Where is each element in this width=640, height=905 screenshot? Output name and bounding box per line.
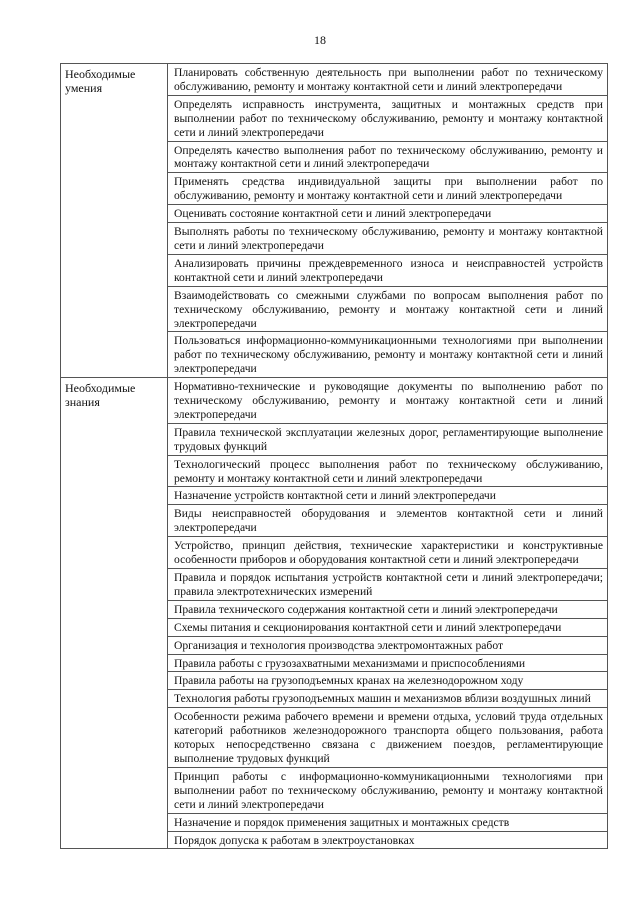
page-number: 18 bbox=[314, 33, 326, 47]
list-item: Правила работы с грузозахватными механизмами и приспособлениями bbox=[168, 654, 607, 672]
list-item: Технологический процесс выполнения работ по техническому обслуживанию, ремонту и монтажу контактной сети и линий электропередачи bbox=[168, 455, 607, 487]
list-item: Применять средства индивидуальной защиты при выполнении работ по обслуживанию, ремонту и монтажу контактной сети и линий электропередачи bbox=[168, 172, 607, 204]
list-item: Оценивать состояние контактной сети и линий электропередачи bbox=[168, 204, 607, 222]
list-item: Правила работы на грузоподъемных кранах на железнодорожном ходу bbox=[168, 671, 607, 689]
list-item: Выполнять работы по техническому обслуживанию, ремонту и монтажу контактной сети и линий электропередачи bbox=[168, 222, 607, 254]
list-item: Назначение устройств контактной сети и линий электропередачи bbox=[168, 486, 607, 504]
list-item: Схемы питания и секционирования контактной сети и линий электропередачи bbox=[168, 618, 607, 636]
table-row-skills bbox=[61, 64, 608, 378]
list-item: Особенности режима рабочего времени и времени отдыха, условий труда отдельных категорий работников железнодорожного транспорта общего пользования, работа которых непосредственно связана с движением поездов, регламентирующие выполнение трудовых функций bbox=[168, 707, 607, 767]
knowledge-list bbox=[168, 378, 608, 849]
list-item: Нормативно-технические и руководящие документы по выполнению работ по техническому обслуживанию, ремонту и монтажу контактной сети и линий электропередачи bbox=[174, 380, 603, 421]
list-item: Взаимодействовать со смежными службами по вопросам выполнения работ по техническому обслуживанию, ремонту и монтажу контактной сети и линий электропередачи bbox=[168, 286, 607, 332]
list-item: Порядок допуска к работам в электроустановках bbox=[168, 831, 607, 849]
requirements-table bbox=[60, 63, 608, 849]
list-item: Виды неисправностей оборудования и элементов контактной сети и линий электропередачи bbox=[168, 504, 607, 536]
list-item: Назначение и порядок применения защитных и монтажных средств bbox=[168, 813, 607, 831]
list-item: Правила технического содержания контактной сети и линий электропередачи bbox=[168, 600, 607, 618]
list-item: Определять качество выполнения работ по техническому обслуживанию, ремонту и монтажу контактной сети и линий электропередачи bbox=[168, 141, 607, 173]
list-item: Организация и технология производства электромонтажных работ bbox=[168, 636, 607, 654]
list-item: Анализировать причины преждевременного износа и неисправностей устройств контактной сети и линий электропередачи bbox=[168, 254, 607, 286]
section-label-knowledge: Необходимые знания bbox=[61, 378, 168, 849]
list-item: Определять исправность инструмента, защитных и монтажных средств при выполнении работ по техническому обслуживанию, ремонту и монтажу контактной сети и линий электропередачи bbox=[168, 95, 607, 141]
list-item: Пользоваться информационно-коммуникационными технологиями при выполнении работ по техническому обслуживанию, ремонту и монтажу контактной сети и линий электропередачи bbox=[168, 331, 607, 377]
list-item: Устройство, принцип действия, технические характеристики и конструктивные особенности приборов и оборудования контактной сети и линий электропередачи bbox=[168, 536, 607, 568]
table-row-knowledge bbox=[61, 378, 608, 849]
list-item: Правила и порядок испытания устройств контактной сети и линий электропередачи; правила электротехнических измерений bbox=[168, 568, 607, 600]
list-item: Принцип работы с информационно-коммуникационными технологиями при выполнении работ по техническому обслуживанию, ремонту и монтажу контактной сети и линий электропередачи bbox=[168, 767, 607, 813]
list-item: Планировать собственную деятельность при выполнении работ по техническому обслуживанию, ремонту и монтажу контактной сети и линий электропередачи bbox=[174, 66, 603, 93]
section-label-skills: Необходимые умения bbox=[61, 64, 168, 378]
list-item: Технология работы грузоподъемных машин и механизмов вблизи воздушных линий bbox=[168, 689, 607, 707]
skills-list bbox=[168, 64, 608, 378]
list-item: Правила технической эксплуатации железных дорог, регламентирующие выполнение трудовых функций bbox=[168, 423, 607, 455]
